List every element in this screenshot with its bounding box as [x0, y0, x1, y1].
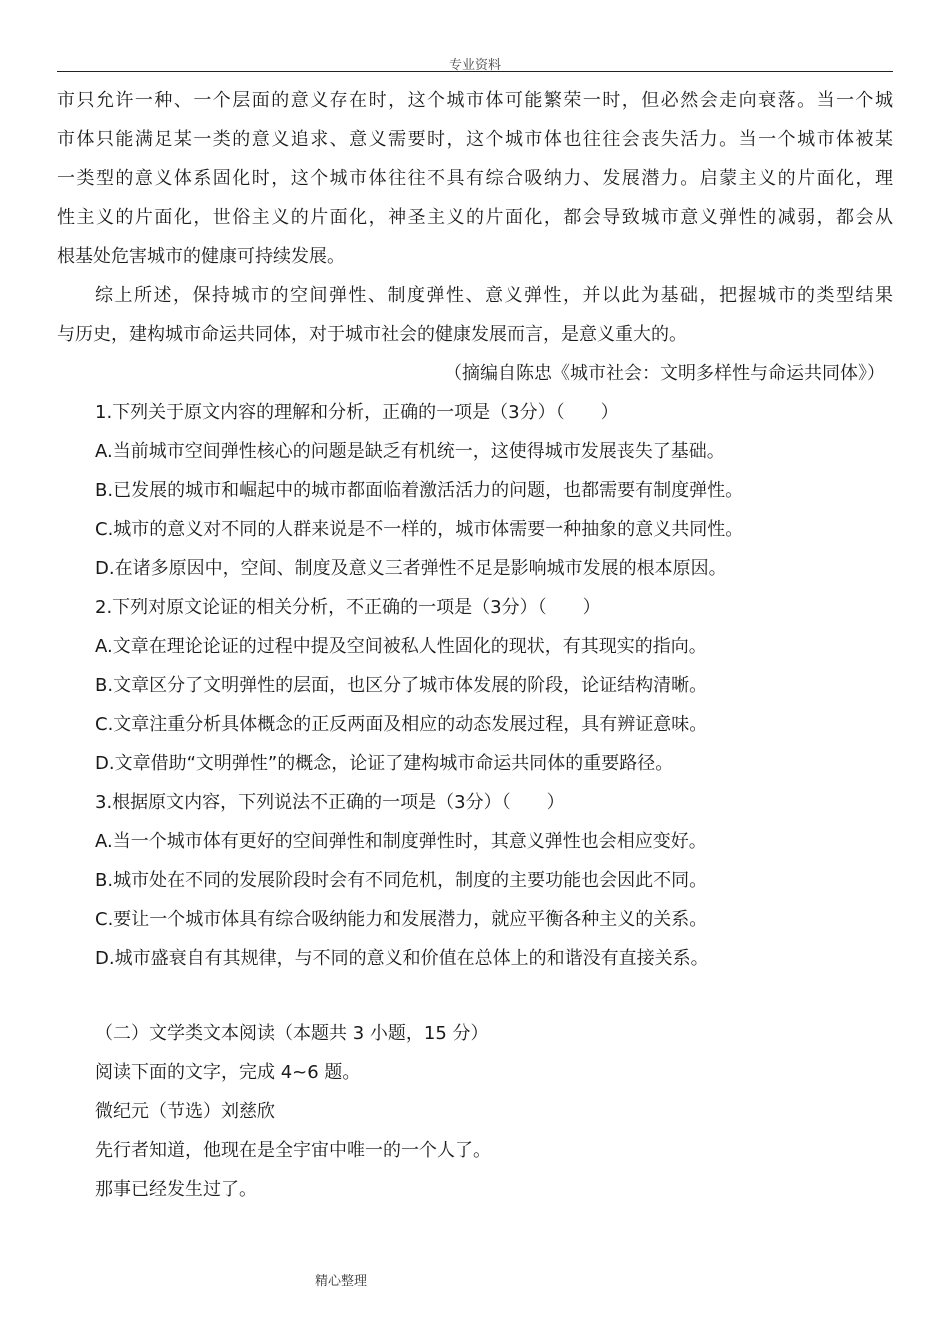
header-rule: [57, 71, 893, 72]
option-b: B.已发展的城市和崛起中的城市都面临着激活活力的问题，也都需要有制度弹性。: [95, 480, 744, 501]
paragraph-line: 综上所述，保持城市的空间弹性、制度弹性、意义弹性，并以此为基础，把握城市的类型结果: [95, 285, 893, 306]
option-d: D.文章借助“文明弹性”的概念，论证了建构城市命运共同体的重要路径。: [95, 753, 674, 774]
paragraph-line: 性主义的片面化，世俗主义的片面化，神圣主义的片面化，都会导致城市意义弹性的减弱，都会从: [57, 207, 893, 228]
page-header: 专业资料: [448, 58, 501, 73]
option-a: A.文章在理论论证的过程中提及空间被私人性固化的现状，有其现实的指向。: [95, 636, 707, 657]
story-title: 微纪元（节选）刘慈欣: [95, 1101, 275, 1122]
section-2: [57, 1014, 893, 1209]
page-footer: 精心整理: [315, 1274, 368, 1289]
section-spacer: [57, 978, 893, 1014]
paragraph-line: 与历史，建构城市命运共同体，对于城市社会的健康发展而言，是意义重大的。: [57, 324, 687, 345]
option-a: A.当一个城市体有更好的空间弹性和制度弹性时，其意义弹性也会相应变好。: [95, 831, 707, 852]
question-1: [57, 393, 893, 588]
question-stem: 2.下列对原文论证的相关分析，不正确的一项是（3分）（ ）: [95, 597, 601, 618]
paragraph-line: 市体只能满足某一类的意义追求、意义需要时，这个城市体也往往会丧失活力。当一个城市体被某: [57, 129, 893, 150]
paragraph-2: [57, 276, 893, 354]
option-c: C.城市的意义对不同的人群来说是不一样的，城市体需要一种抽象的意义共同性。: [95, 519, 744, 540]
option-a: A.当前城市空间弹性核心的问题是缺乏有机统一，这使得城市发展丧失了基础。: [95, 441, 725, 462]
paragraph-line: 市只允许一种、一个层面的意义存在时，这个城市体可能繁荣一时，但必然会走向衰落。当一个城: [57, 90, 893, 111]
story-line: 那事已经发生过了。: [95, 1179, 257, 1200]
story-line: 先行者知道，他现在是全宇宙中唯一的一个人了。: [95, 1140, 491, 1161]
paragraph-1: [57, 81, 893, 276]
option-b: B.文章区分了文明弹性的层面，也区分了城市体发展的阶段，论证结构清晰。: [95, 675, 708, 696]
question-2: [57, 588, 893, 783]
option-d: D.在诸多原因中，空间、制度及意义三者弹性不足是影响城市发展的根本原因。: [95, 558, 727, 579]
paragraph-line: 根基处危害城市的健康可持续发展。: [57, 246, 345, 267]
section-instruction: 阅读下面的文字，完成 4~6 题。: [95, 1062, 361, 1083]
question-3: [57, 783, 893, 978]
option-c: C.文章注重分析具体概念的正反两面及相应的动态发展过程，具有辨证意味。: [95, 714, 708, 735]
section-heading: （二）文学类文本阅读（本题共 3 小题，15 分）: [95, 1023, 489, 1044]
option-d: D.城市盛衰自有其规律，与不同的意义和价值在总体上的和谐没有直接关系。: [95, 948, 709, 969]
option-c: C.要让一个城市体具有综合吸纳能力和发展潜力，就应平衡各种主义的关系。: [95, 909, 708, 930]
question-stem: 1.下列关于原文内容的理解和分析，正确的一项是（3分）（ ）: [95, 402, 619, 423]
question-stem: 3.根据原文内容，下列说法不正确的一项是（3分）（ ）: [95, 792, 565, 813]
source-citation: （摘编自陈忠《城市社会：文明多样性与命运共同体》）: [444, 363, 885, 384]
option-b: B.城市处在不同的发展阶段时会有不同危机，制度的主要功能也会因此不同。: [95, 870, 708, 891]
document-body: [57, 81, 893, 1209]
paragraph-line: 一类型的意义体系固化时，这个城市体往往不具有综合吸纳力、发展潜力。启蒙主义的片面化，理: [57, 168, 893, 189]
